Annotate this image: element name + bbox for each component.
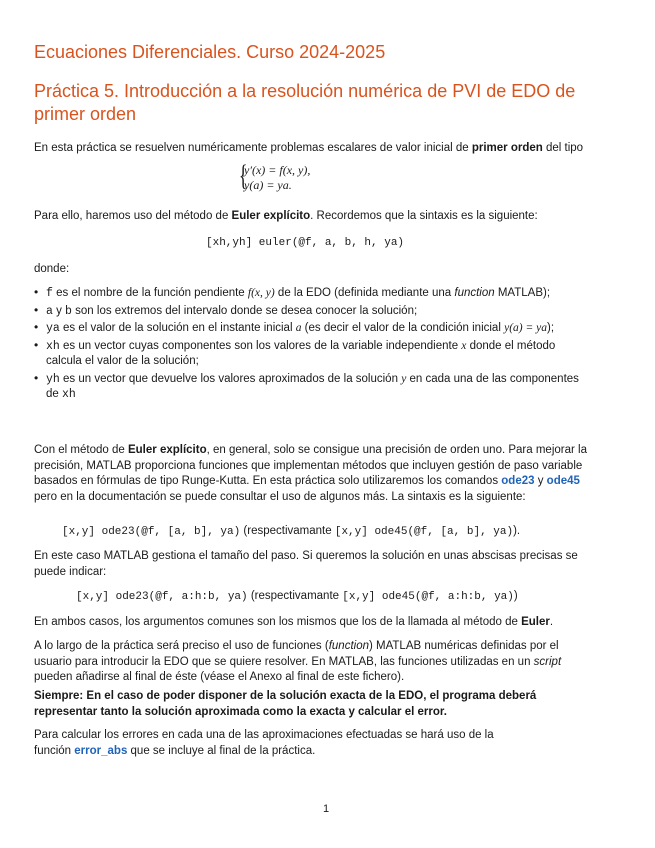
- code-ode45-call: [x,y] ode45(@f, a:h:b, ya): [342, 591, 514, 603]
- para-text: y: [534, 475, 547, 487]
- argument-list: [34, 286, 594, 405]
- math-a: a: [295, 322, 302, 334]
- item-text: es el nombre de la función pendiente: [52, 287, 248, 299]
- para-text: En ambos casos, los argumentos comunes son los mismos que los de la llamada al método de: [34, 616, 522, 628]
- item-text: (es decir el valor de la condición inicial: [301, 322, 505, 334]
- code-ode45-call: [x,y] ode45(@f, [a, b], ya): [334, 526, 514, 538]
- always-paragraph: Siempre: En el caso de poder disponer de la solución exacta de la EDO, el programa deberá representar tanto la solución aproximada como la exacta y calcular el error.: [34, 690, 537, 718]
- syntax-text: ): [513, 590, 518, 602]
- item-text: son los extremos del intervalo donde se desea conocer la solución;: [71, 304, 418, 317]
- both-paragraph: [34, 615, 614, 631]
- brace-symbol: {: [238, 159, 248, 192]
- item-text: );: [546, 322, 555, 334]
- list-item: [34, 372, 594, 403]
- ode-syntax-line: [62, 525, 520, 538]
- item-text: es un vector cuyas componentes son los valores de la variable independiente: [59, 339, 462, 352]
- code-xh: xh: [46, 339, 60, 353]
- math-initial: y(a) = ya: [504, 322, 547, 334]
- intro-bold: primer orden: [471, 142, 543, 154]
- math-fxy: f(x, y): [247, 287, 275, 299]
- euler-text: Para ello, haremos uso del método de: [34, 210, 232, 222]
- ivp-system: [238, 159, 311, 193]
- code-xh: xh: [62, 388, 76, 401]
- code-b: b: [65, 304, 72, 318]
- errors-paragraph: [34, 728, 524, 759]
- item-text: donde el método calcula el valor de la solución;: [46, 339, 556, 367]
- code-ode23-call: [x,y] ode23(@f, [a, b], ya): [62, 526, 241, 538]
- para-text: Con el método de: [34, 444, 128, 456]
- syntax-text: ).: [513, 525, 521, 537]
- code-yh: yh: [46, 372, 60, 386]
- euler-syntax: [xh,yh] euler(@f, a, b, h, ya): [206, 237, 405, 249]
- page-number: 1: [323, 803, 330, 815]
- list-item: [34, 321, 594, 337]
- step-paragraph: En este caso MATLAB gestiona el tamaño del paso. Si queremos la solución en unas abscisas precisas se puede indicar:: [34, 550, 578, 578]
- para-text: pueden añadirse al final de éste (véase el Anexo al final de este fichero).: [34, 671, 405, 683]
- item-text: MATLAB);: [494, 287, 551, 299]
- keyword-error-abs: error_abs: [74, 744, 128, 757]
- item-italic: function: [454, 287, 495, 299]
- code-a: a: [46, 304, 53, 318]
- para-text: Para calcular los errores en cada una de las aproximaciones efectuadas se hará uso de la función: [34, 729, 494, 757]
- para-bold: Euler explícito: [127, 444, 207, 456]
- ivp-equation-1: y′(x) = f(x, y),: [244, 163, 311, 177]
- donde-label: donde:: [34, 263, 70, 275]
- euler-paragraph: [34, 209, 614, 225]
- para-text: A lo largo de la práctica será preciso el uso de funciones (: [34, 640, 329, 652]
- para-text: .: [549, 616, 554, 628]
- ivp-equation-2: y(a) = ya.: [244, 178, 292, 192]
- course-title: Ecuaciones Diferenciales. Curso 2024-2025: [34, 42, 386, 62]
- para-text: , en general, solo se consigue una precisión de orden uno. Para mejorar la precisión, MATLAB proporciona funciones que implementan métodos que incluyen gestión de paso variable basados en fórmulas de tipo Runge-Kutta. En esta práctica solo utilizaremos los comandos: [34, 444, 587, 487]
- para-text: que se incluye al final de la práctica.: [127, 744, 316, 757]
- item-text: es un vector que devuelve los valores aproximados de la solución: [59, 372, 402, 385]
- practice-title: Práctica 5. Introducción a la resolución numérica de PVI de EDO de primer orden: [34, 81, 576, 124]
- para-text: ) MATLAB numéricas definidas por el usuario para introducir la EDO que se quiere resolver. En MATLAB, las funciones utilizadas en un: [34, 640, 559, 668]
- keyword-ode23: ode23: [501, 475, 535, 487]
- ode-syntax-line-2: [76, 590, 518, 603]
- intro-text-after: del tipo: [542, 142, 584, 154]
- item-text: es el valor de la solución en el instante inicial: [59, 322, 296, 334]
- code-ode23-call: [x,y] ode23(@f, a:h:b, ya): [76, 591, 248, 603]
- math-y: y: [401, 372, 407, 385]
- precision-paragraph: [34, 443, 604, 505]
- euler-bold: Euler explícito: [231, 210, 311, 222]
- para-text: pero en la documentación se puede consultar el uso de algunos más. La sintaxis es la siguiente:: [34, 490, 526, 503]
- code-f: f: [46, 287, 53, 300]
- syntax-text: (respectivamante: [247, 590, 343, 602]
- item-text: de la EDO (definida mediante una: [274, 287, 455, 299]
- item-text: en cada una de las componentes de: [46, 372, 579, 400]
- para-italic: function: [328, 640, 369, 652]
- functions-paragraph: [34, 639, 579, 686]
- list-item: [34, 286, 594, 302]
- item-text: y: [52, 304, 66, 317]
- syntax-text: (respectivamante: [240, 525, 335, 537]
- intro-text: En esta práctica se resuelven numéricamente problemas escalares de valor inicial de: [34, 142, 472, 154]
- list-item: [34, 339, 594, 370]
- keyword-ode45: ode45: [546, 475, 580, 487]
- intro-paragraph: [34, 141, 614, 157]
- math-x: x: [461, 339, 467, 352]
- para-italic: script: [533, 655, 562, 668]
- list-item: [34, 304, 594, 320]
- para-bold: Euler: [521, 616, 550, 628]
- euler-text-after: . Recordemos que la sintaxis es la siguiente:: [310, 210, 538, 222]
- code-ya: ya: [46, 322, 60, 335]
